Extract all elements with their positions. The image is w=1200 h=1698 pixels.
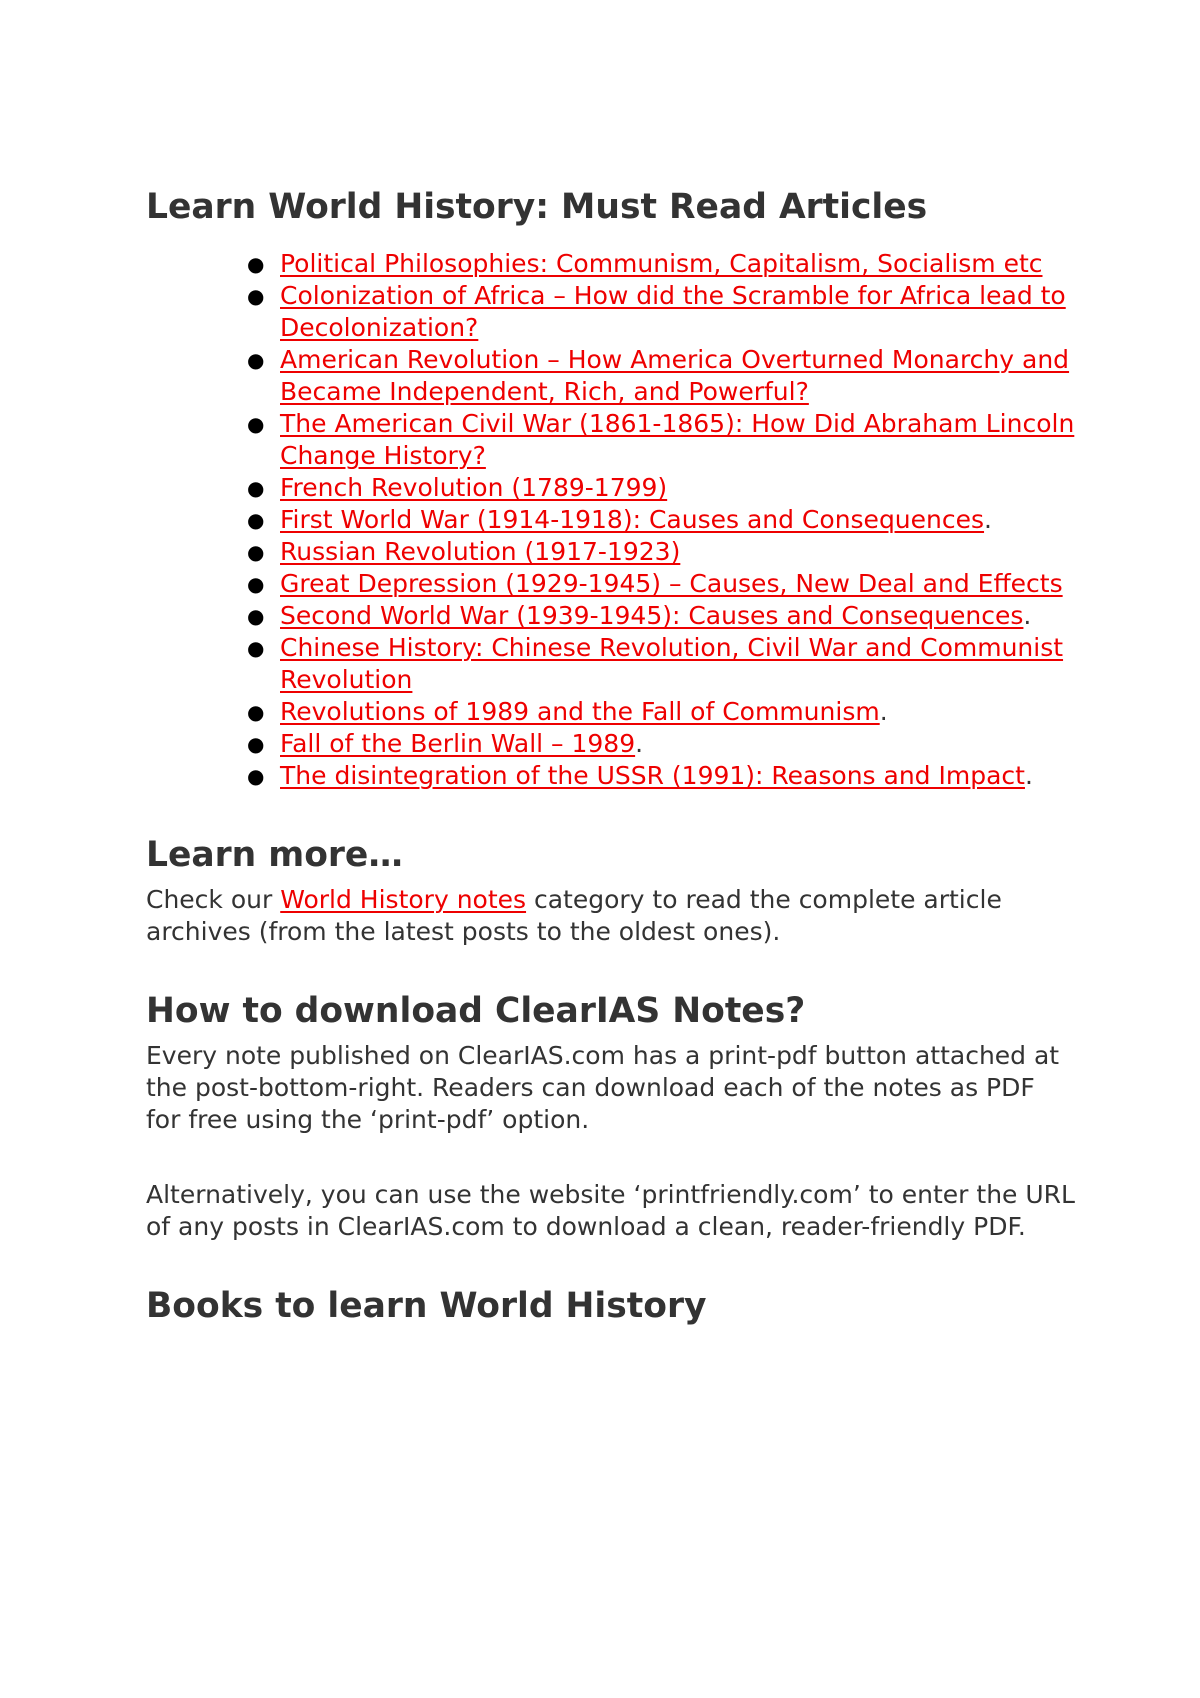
article-list-item [247,568,1076,600]
article-list-item [247,632,1076,696]
world-history-notes-link[interactable]: World History notes [280,885,527,914]
article-list-item [247,248,1076,280]
article-punctuation: . [1024,761,1033,790]
bullet-icon: ● [247,540,265,564]
heading-how-to-download: How to download ClearIAS Notes? [146,991,806,1031]
article-link[interactable]: Russian Revolution (1917-1923) [280,537,681,566]
download-paragraph-1: Every note published on ClearIAS.com has a print-pdf button attached at the post-bottom-right. Readers can download each of the notes as PDF for free using the ‘print-pdf’ option. [146,1041,1060,1134]
bullet-icon: ● [247,604,265,628]
article-link[interactable]: Great Depression (1929-1945) – Causes, New Deal and Effects [280,569,1063,598]
article-punctuation: . [635,729,644,758]
bullet-icon: ● [247,636,265,660]
bullet-icon: ● [247,476,265,500]
bullet-icon: ● [247,764,265,788]
article-list-item [247,760,1076,792]
bullet-icon: ● [247,412,265,436]
article-list-item [247,472,1076,504]
article-list [146,248,1076,792]
bullet-icon: ● [247,732,265,756]
article-list-item [247,504,1076,536]
bullet-icon: ● [247,572,265,596]
document-page [146,186,1076,1327]
heading-learn-more: Learn more… [146,835,403,875]
article-link[interactable]: Second World War (1939-1945): Causes and Consequences [280,601,1024,630]
article-link[interactable]: Revolutions of 1989 and the Fall of Communism [280,697,880,726]
article-list-item [247,600,1076,632]
heading-books: Books to learn World History [146,1286,707,1326]
learn-more-text-after: category to read the complete article archives (from the latest posts to the oldest ones). [146,885,1002,946]
bullet-icon: ● [247,508,265,532]
bullet-icon: ● [247,284,265,308]
bullet-icon: ● [247,252,265,276]
article-link[interactable]: American Revolution – How America Overturned Monarchy and Became Independent, Rich, and Powerful? [280,345,1070,406]
download-paragraph-2: Alternatively, you can use the website ‘printfriendly.com’ to enter the URL of any posts in ClearIAS.com to download a clean, reader-friendly PDF. [146,1180,1075,1241]
article-list-item [247,696,1076,728]
article-list-item [247,280,1076,344]
learn-more-text-before: Check our [146,885,281,914]
article-link[interactable]: Fall of the Berlin Wall – 1989 [280,729,636,758]
bullet-icon: ● [247,348,265,372]
article-list-item [247,408,1076,472]
article-list-item [247,536,1076,568]
article-link[interactable]: Colonization of Africa – How did the Scramble for Africa lead to Decolonization? [280,281,1066,342]
article-punctuation: . [879,697,888,726]
bullet-icon: ● [247,700,265,724]
article-list-item [247,728,1076,760]
article-punctuation: . [1023,601,1032,630]
article-link[interactable]: The disintegration of the USSR (1991): Reasons and Impact [280,761,1025,790]
article-link[interactable]: Political Philosophies: Communism, Capitalism, Socialism etc [280,249,1043,278]
article-link[interactable]: First World War (1914-1918): Causes and Consequences [280,505,985,534]
learn-more-paragraph [146,884,1076,948]
article-link[interactable]: French Revolution (1789-1799) [280,473,668,502]
article-link[interactable]: Chinese History: Chinese Revolution, Civil War and Communist Revolution [280,633,1064,694]
article-list-item [247,344,1076,408]
heading-must-read-articles: Learn World History: Must Read Articles [146,187,928,227]
article-punctuation: . [984,505,992,534]
article-link[interactable]: The American Civil War (1861-1865): How Did Abraham Lincoln Change History? [280,409,1075,470]
